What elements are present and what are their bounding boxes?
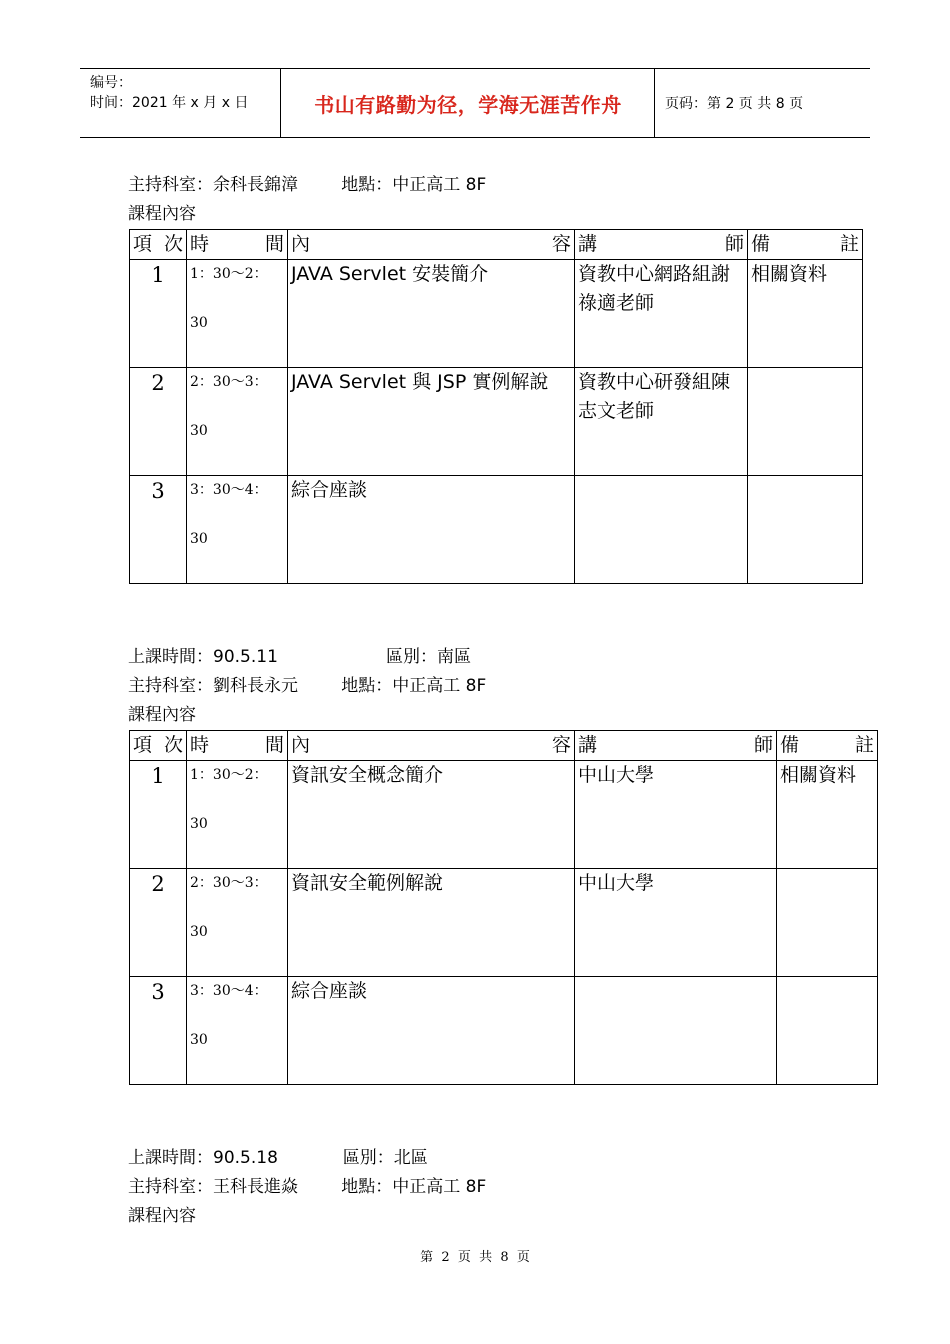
time-end: 30 <box>190 315 208 331</box>
page-header <box>80 68 870 138</box>
table-row <box>130 977 878 1085</box>
page-label: 页码：第 2 页 共 8 页 <box>665 96 804 112</box>
header-meta <box>90 73 248 113</box>
course-content: 資訊安全概念簡介 <box>291 764 444 786</box>
col-header-time: 時 間 <box>187 230 288 260</box>
motto: 书山有路勤为径，学海无涯苦作舟 <box>314 92 622 117</box>
item-number: 2 <box>151 872 165 896</box>
host-line-1: 主持科室：余科長錦漳 地點：中正高工 8F <box>128 175 487 195</box>
table-row <box>130 869 878 977</box>
note: 相關資料 <box>780 764 857 786</box>
time-start: 1：30～2： <box>190 266 268 282</box>
time-end: 30 <box>190 531 208 547</box>
teacher: 資教中心研發組陳志文老師 <box>578 371 731 422</box>
time-end: 30 <box>190 816 208 832</box>
col-header-no: 項 次 <box>130 230 187 260</box>
header-divider <box>280 69 281 137</box>
course-content: 資訊安全範例解說 <box>291 872 444 894</box>
col-header-note: 備 註 <box>748 230 863 260</box>
time-end: 30 <box>190 1032 208 1048</box>
course-content: JAVA Servlet 與 JSP 實例解說 <box>291 371 549 393</box>
teacher: 中山大學 <box>578 872 655 894</box>
col-header-content: 內 容 <box>288 731 575 761</box>
item-number: 2 <box>151 371 165 395</box>
table-header-row <box>130 731 878 761</box>
item-number: 3 <box>151 479 165 503</box>
item-number: 1 <box>151 764 165 788</box>
host-line-2: 主持科室：劉科長永元 地點：中正高工 8F <box>128 676 487 696</box>
col-header-no: 項 次 <box>130 731 187 761</box>
time-start: 3：30～4： <box>190 482 268 498</box>
time-start: 1：30～2： <box>190 767 268 783</box>
schedule-table-2 <box>129 730 878 1085</box>
teacher: 資教中心網路組謝祿適老師 <box>578 263 731 314</box>
item-number: 3 <box>151 980 165 1004</box>
date-line-3: 上課時間：90.5.18 區別：北區 <box>128 1148 428 1168</box>
time-end: 30 <box>190 423 208 439</box>
header-divider <box>654 69 655 137</box>
time-start: 2：30～3： <box>190 875 268 891</box>
course-content: 綜合座談 <box>291 479 368 501</box>
time-end: 30 <box>190 924 208 940</box>
table-row <box>130 761 878 869</box>
col-header-content: 內 容 <box>288 230 575 260</box>
time-start: 3：30～4： <box>190 983 268 999</box>
schedule-table-1 <box>129 229 863 584</box>
teacher: 中山大學 <box>578 764 655 786</box>
col-header-note: 備 註 <box>777 731 878 761</box>
note: 相關資料 <box>751 263 828 285</box>
table-row <box>130 476 863 584</box>
page-footer: 第 2 页 共 8 页 <box>420 1250 530 1265</box>
time-label: 时间：2021 年 x 月 x 日 <box>90 95 249 111</box>
col-header-teacher: 講 師 <box>575 230 748 260</box>
table-header-row <box>130 230 863 260</box>
date-line-2: 上課時間：90.5.11 區別：南區 <box>128 647 471 667</box>
col-header-time: 時 間 <box>187 731 288 761</box>
table-row <box>130 368 863 476</box>
host-line-3: 主持科室：王科長進焱 地點：中正高工 8F <box>128 1177 487 1197</box>
course-label-1: 課程內容 <box>128 204 196 224</box>
item-number: 1 <box>151 263 165 287</box>
course-label-2: 課程內容 <box>128 705 196 725</box>
course-content: 綜合座談 <box>291 980 368 1002</box>
col-header-teacher: 講 師 <box>575 731 777 761</box>
number-label: 编号： <box>90 75 132 91</box>
table-row <box>130 260 863 368</box>
time-start: 2：30～3： <box>190 374 268 390</box>
course-content: JAVA Servlet 安裝簡介 <box>291 263 489 285</box>
course-label-3: 課程內容 <box>128 1206 196 1226</box>
